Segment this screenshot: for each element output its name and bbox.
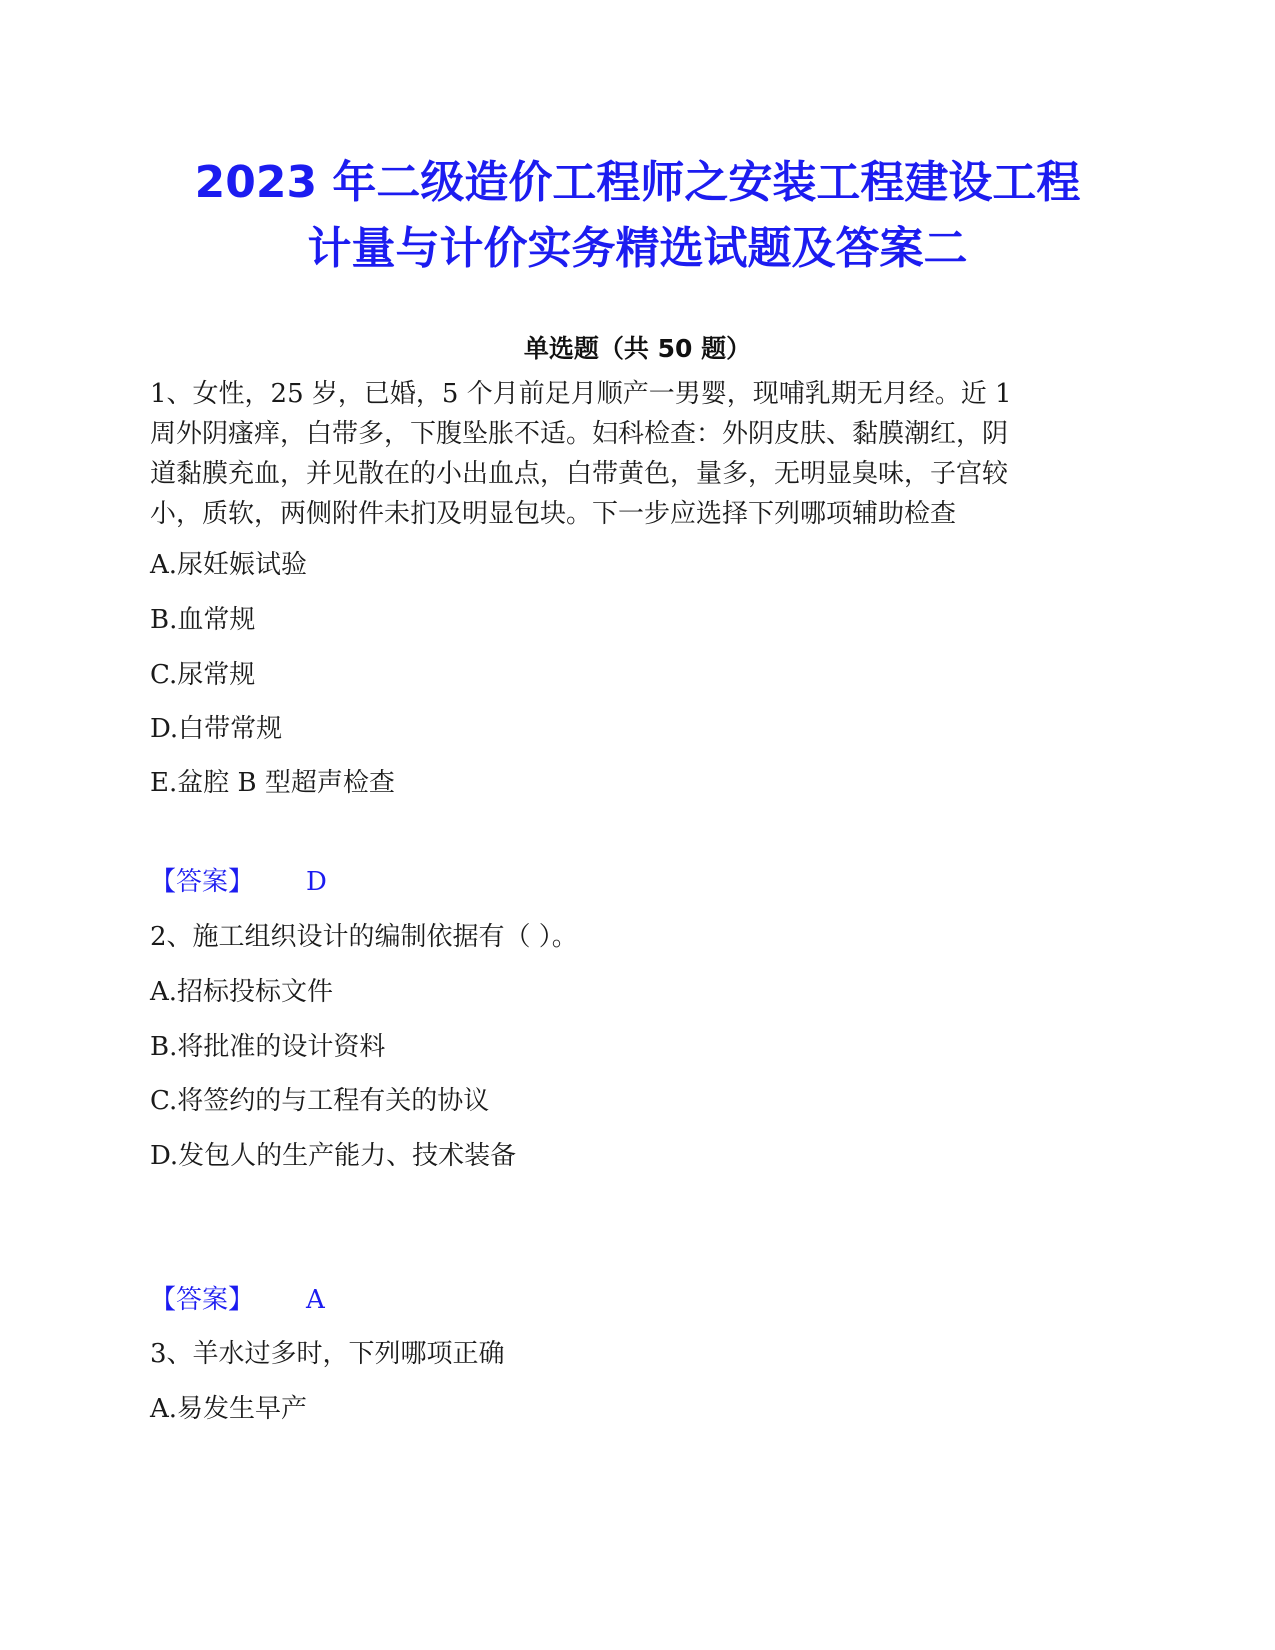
answer-value: D [306, 867, 327, 897]
answer-label: 【答案】 [150, 1285, 255, 1315]
question-1-option-a: A.尿妊娠试验 [150, 550, 308, 580]
question-1-option-d: D.白带常规 [150, 714, 283, 744]
question-2-option-a: A.招标投标文件 [150, 977, 334, 1007]
question-1-option-e: E.盆腔 B 型超声检查 [150, 768, 395, 798]
question-2-option-b: B.将批准的设计资料 [150, 1032, 386, 1062]
question-2-stem: 2、施工组织设计的编制依据有（ ）。 [150, 922, 578, 952]
question-3-stem: 3、羊水过多时，下列哪项正确 [150, 1339, 505, 1369]
question-2-answer [150, 1280, 325, 1320]
title-line-1: 2023 年二级造价工程师之安装工程建设工程 [194, 157, 1081, 208]
question-1-option-c: C.尿常规 [150, 660, 256, 690]
question-stem-line: 道黏膜充血，并见散在的小出血点，白带黄色，量多，无明显臭味，子宫较 [150, 459, 1009, 489]
answer-label: 【答案】 [150, 867, 255, 897]
section-heading: 单选题（共 50 题） [523, 334, 752, 363]
title-line-2: 计量与计价实务精选试题及答案二 [307, 223, 968, 274]
question-2-option-c: C.将签约的与工程有关的协议 [150, 1086, 490, 1116]
answer-value: A [306, 1285, 325, 1315]
question-1-answer [150, 862, 327, 902]
document-title [120, 150, 1155, 282]
question-stem-line: 1、女性，25 岁，已婚，5 个月前足月顺产一男婴，现哺乳期无月经。近 1 [150, 379, 1012, 409]
question-stem-line: 小，质软，两侧附件未扪及明显包块。下一步应选择下列哪项辅助检查 [150, 499, 957, 529]
question-3-option-a: A.易发生早产 [150, 1394, 308, 1424]
question-1-option-b: B.血常规 [150, 605, 256, 635]
question-2-option-d: D.发包人的生产能力、技术装备 [150, 1141, 517, 1171]
question-1-stem [150, 374, 1110, 534]
question-stem-line: 周外阴瘙痒，白带多，下腹坠胀不适。妇科检查：外阴皮肤、黏膜潮红，阴 [150, 419, 1009, 449]
